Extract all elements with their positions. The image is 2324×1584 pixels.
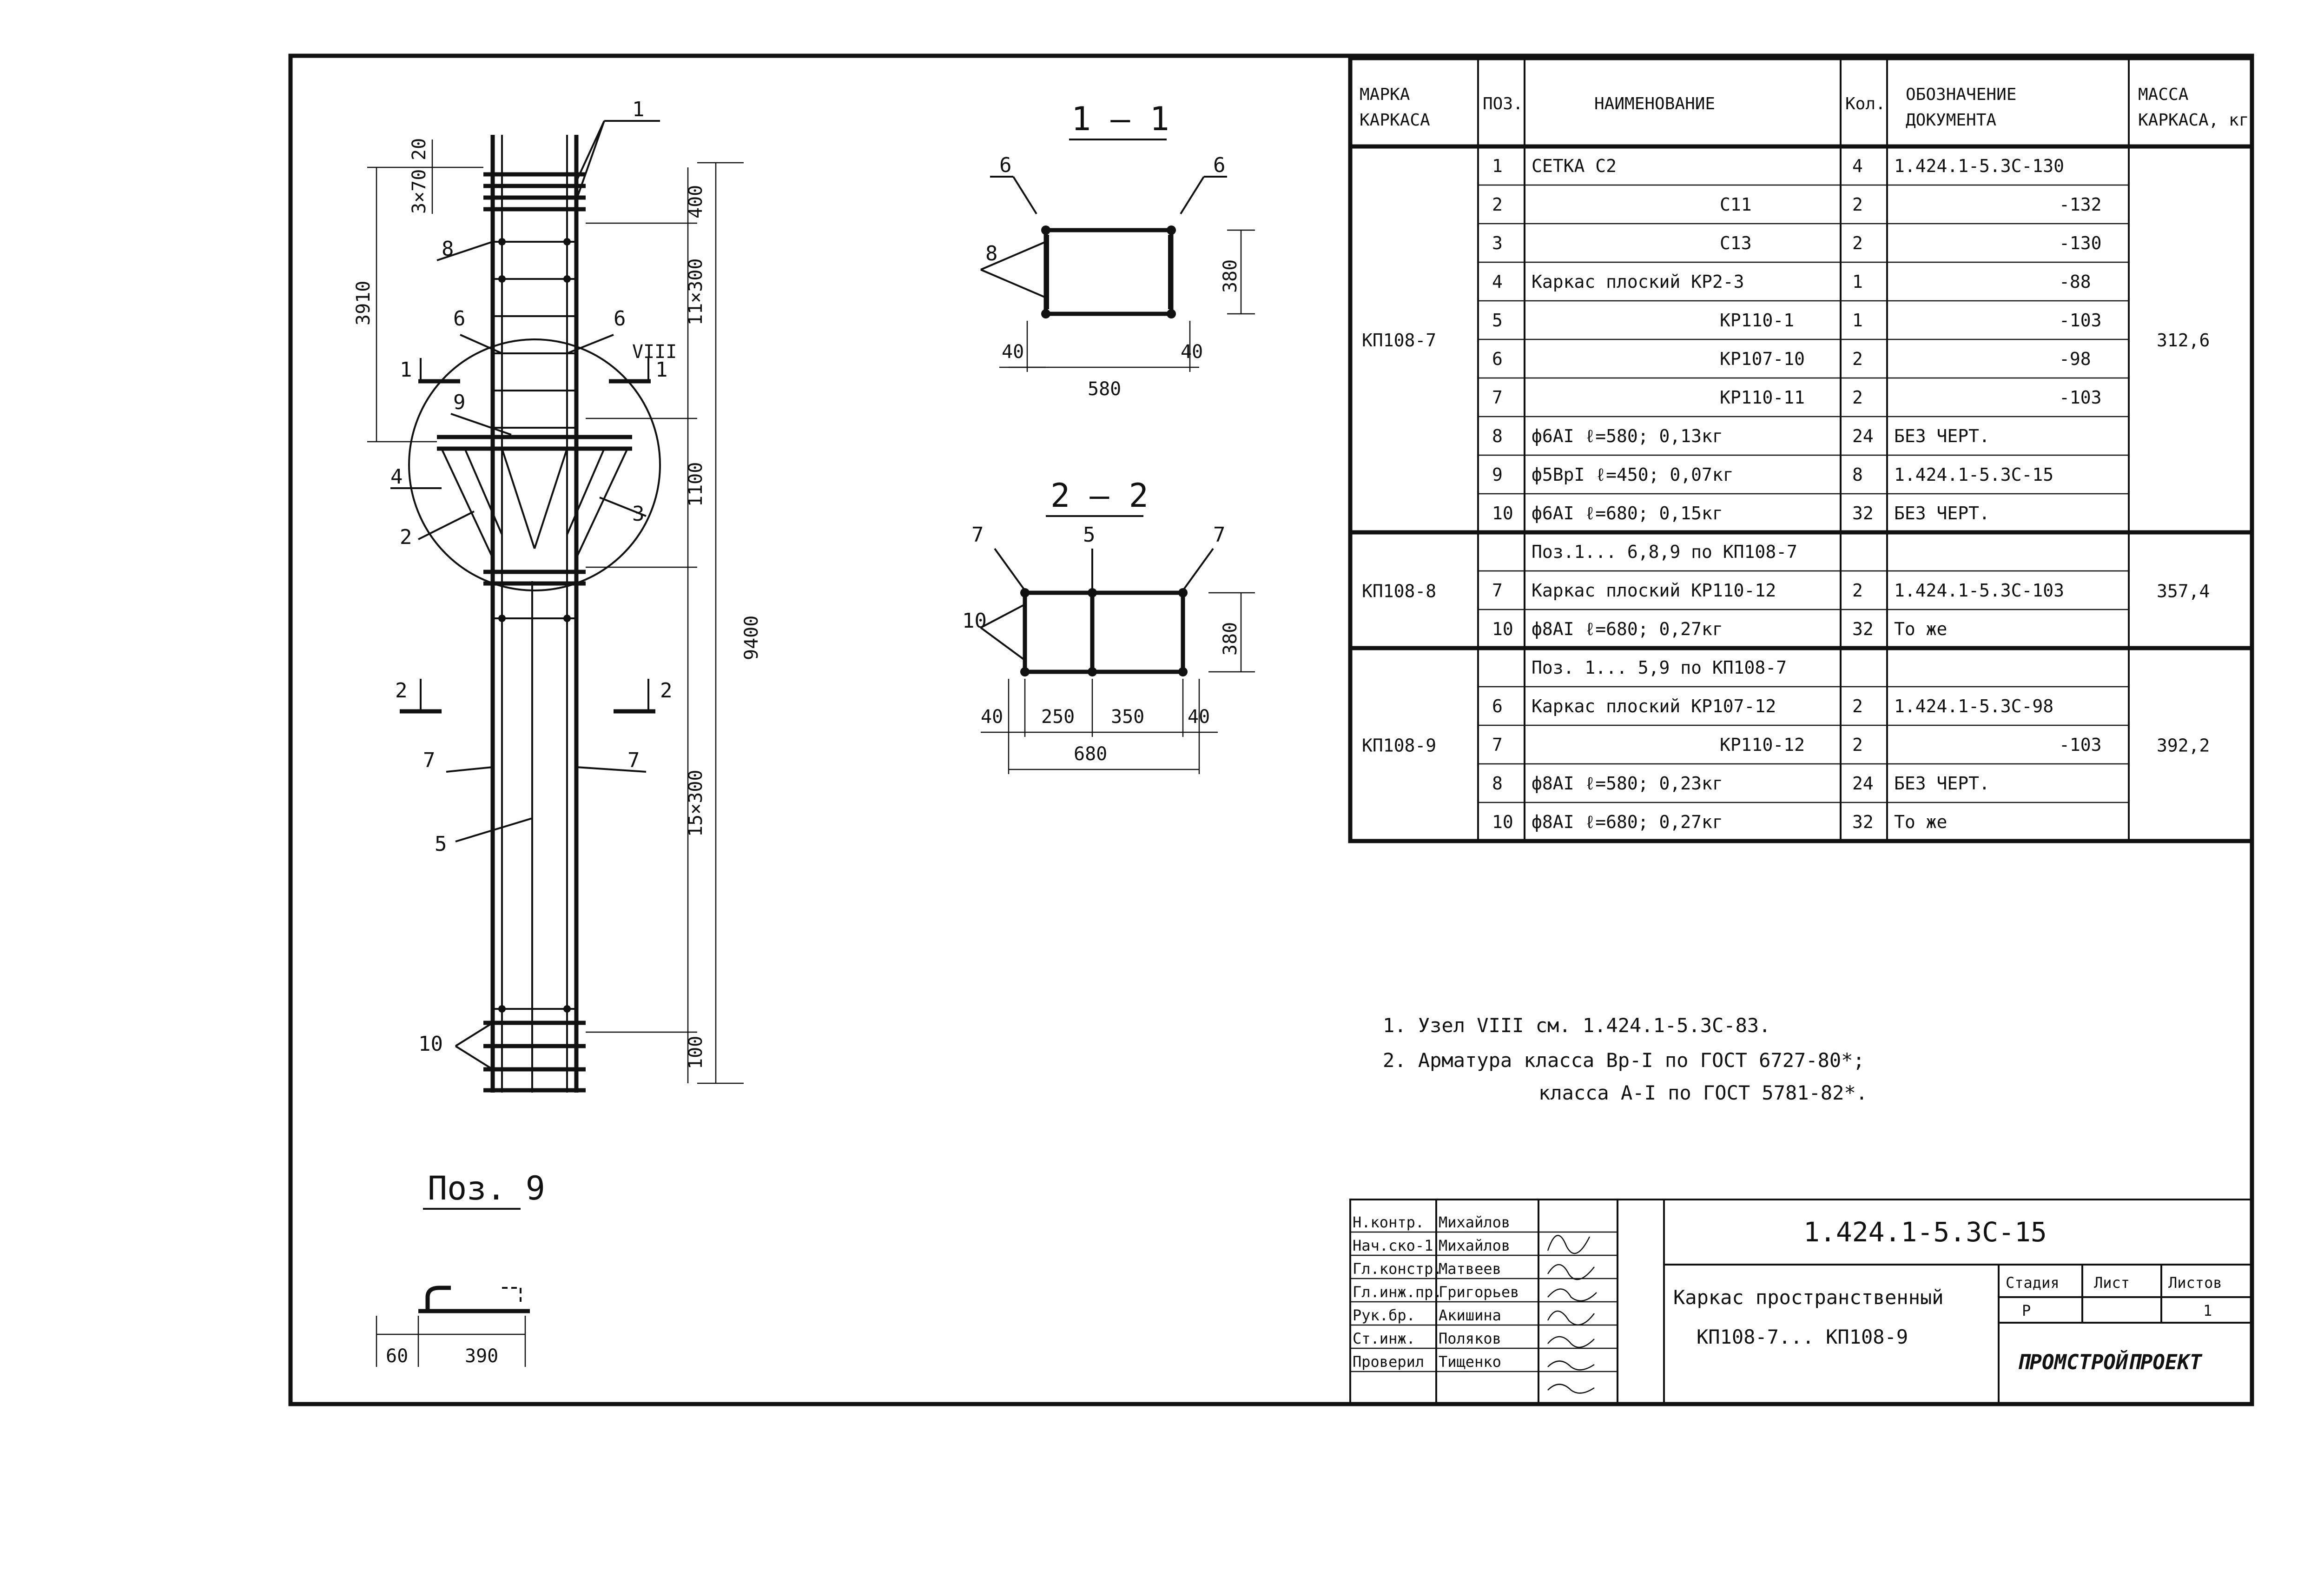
role-label: Гл.инж.пр. [1353, 1283, 1442, 1301]
col-callout-2: 2 [400, 525, 412, 549]
s22-dim-380: 380 [1220, 622, 1241, 656]
table-cell-pos: 7 [1492, 580, 1503, 601]
table-cell-qty: 32 [1852, 619, 1874, 639]
table-cell-name: ф8АI ℓ=680; 0,27кг [1532, 812, 1723, 832]
table-cell-doc: -98 [2059, 349, 2091, 369]
title-line-1: Каркас пространственный [1673, 1286, 1944, 1309]
table-cell-pos: 10 [1492, 812, 1513, 832]
s22-dim-680: 680 [1074, 743, 1108, 765]
table-cell-name: Каркас плоский КР110-12 [1532, 580, 1776, 601]
col-callout-6-right: 6 [614, 307, 626, 331]
dim-3910: 3910 [353, 280, 374, 325]
table-cell-doc: 1.424.1-5.3С-130 [1894, 156, 2065, 176]
role-label: Рук.бр. [1353, 1306, 1415, 1324]
s11-dim-580: 580 [1088, 378, 1122, 400]
table-cell-qty: 2 [1852, 580, 1863, 601]
s11-callout-6-right: 6 [1213, 153, 1226, 177]
table-cell-doc: -88 [2059, 272, 2091, 292]
table-cell-qty: 24 [1852, 773, 1874, 794]
role-label: Н.контр. [1353, 1213, 1425, 1231]
spec-table [1350, 58, 2252, 841]
role-name: Поляков [1439, 1330, 1501, 1347]
pos9-dim-390: 390 [465, 1345, 499, 1367]
table-cell-pos: 3 [1492, 233, 1503, 253]
table-cell-doc: -103 [2059, 310, 2102, 331]
section-mark-2-left: 2 [395, 679, 408, 703]
role-name: Тищенко [1439, 1353, 1501, 1371]
table-cell-doc: 1.424.1-5.3С-103 [1894, 580, 2065, 601]
table-cell-name: СЕТКА С2 [1532, 156, 1617, 176]
table-cell-mass: 312,6 [2157, 330, 2210, 351]
dim-15x300: 15×300 [685, 769, 706, 837]
table-header: НАИМЕНОВАНИЕ [1594, 94, 1716, 113]
s22-dim-40-left: 40 [981, 706, 1004, 728]
table-cell-mass: 357,4 [2157, 581, 2210, 602]
s11-callout-6-left: 6 [999, 153, 1012, 177]
section-2-2-title: 2 — 2 [1050, 477, 1149, 515]
table-cell-doc: -103 [2059, 735, 2102, 755]
table-cell-mark: КП108-9 [1362, 735, 1437, 756]
section-mark-1-right: 1 [655, 358, 668, 382]
s22-callout-7-left: 7 [971, 523, 984, 547]
table-header: Кол. [1845, 94, 1886, 113]
table-cell-pos: 1 [1492, 156, 1503, 176]
col-callout-5: 5 [435, 832, 447, 856]
table-cell-qty: 2 [1852, 349, 1863, 369]
table-cell-name: ф8АI ℓ=580; 0,23кг [1532, 773, 1723, 794]
table-cell-name: Каркас плоский КР2-3 [1532, 272, 1744, 292]
table-cell-name: ф6АI ℓ=580; 0,13кг [1532, 426, 1723, 446]
table-cell-name: Поз. 1... 5,9 по КП108-7 [1532, 657, 1787, 678]
sheets-value: 1 [2203, 1302, 2212, 1319]
table-cell-name: ф5ВрI ℓ=450; 0,07кг [1532, 464, 1734, 485]
dim-1100: 1100 [685, 462, 706, 507]
table-cell-pos: 5 [1492, 310, 1503, 331]
table-cell-doc: 1.424.1-5.3С-98 [1894, 696, 2054, 716]
column-elevation [409, 135, 660, 1093]
table-cell-qty: 2 [1852, 696, 1863, 716]
table-cell-pos: 7 [1492, 387, 1503, 408]
pos9-title: Поз. 9 [428, 1169, 545, 1207]
table-header: МАРКА [1360, 85, 1410, 104]
section-mark-2-right: 2 [660, 679, 673, 703]
s22-callout-10: 10 [962, 609, 987, 633]
drawing-frame [290, 56, 2252, 1404]
col-callout-7-left: 7 [423, 749, 436, 772]
table-cell-doc: БЕЗ ЧЕРТ. [1894, 503, 1990, 524]
table-cell-doc: -130 [2059, 233, 2102, 253]
table-header: ДОКУМЕНТА [1906, 111, 1997, 130]
s22-dim-40-right: 40 [1188, 706, 1210, 728]
table-cell-pos: 6 [1492, 349, 1503, 369]
table-cell-doc: 1.424.1-5.3С-15 [1894, 464, 2054, 485]
dim-9400: 9400 [741, 615, 762, 660]
s11-dim-40-right: 40 [1181, 341, 1203, 363]
sheets-header: Листов [2168, 1274, 2222, 1292]
dim-3x70: 3×70 [409, 169, 430, 214]
table-cell-pos: 8 [1492, 426, 1503, 446]
table-cell-qty: 32 [1852, 503, 1874, 524]
title-line-2: КП108-7... КП108-9 [1697, 1326, 1908, 1348]
table-header: ОБОЗНАЧЕНИЕ [1906, 85, 2017, 104]
table-cell-qty: 24 [1852, 426, 1874, 446]
table-cell-mark: КП108-7 [1362, 330, 1437, 351]
role-label: Гл.констр. [1353, 1260, 1442, 1278]
table-cell-name: ф8АI ℓ=680; 0,27кг [1532, 619, 1723, 639]
table-cell-qty: 2 [1852, 387, 1863, 408]
table-cell-name: С11 [1720, 194, 1752, 215]
dim-11x300: 11×300 [685, 258, 706, 325]
title-code: 1.424.1-5.3С-15 [1803, 1216, 2047, 1248]
sheet-header: Лист [2094, 1274, 2130, 1292]
table-cell-doc: -103 [2059, 387, 2102, 408]
table-cell-pos: 8 [1492, 773, 1503, 794]
role-name: Михайлов [1439, 1237, 1511, 1254]
col-callout-8: 8 [442, 237, 454, 261]
col-callout-4: 4 [390, 465, 403, 489]
role-name: Акишина [1439, 1306, 1501, 1324]
table-cell-qty: 4 [1852, 156, 1863, 176]
s22-dim-250: 250 [1041, 706, 1075, 728]
table-cell-name: КР107-10 [1720, 349, 1805, 369]
s11-dim-380: 380 [1220, 259, 1241, 293]
role-name: Григорьев [1439, 1283, 1519, 1301]
org-name: ПРОМСТРОЙПРОЕКТ [2017, 1351, 2202, 1374]
table-cell-pos: 10 [1492, 619, 1513, 639]
table-cell-doc: БЕЗ ЧЕРТ. [1894, 426, 1990, 446]
s22-callout-5: 5 [1083, 523, 1096, 547]
table-cell-name: КР110-11 [1720, 387, 1805, 408]
s22-dim-350: 350 [1111, 706, 1145, 728]
role-label: Ст.инж. [1353, 1330, 1415, 1347]
table-cell-doc: То же [1894, 619, 1948, 639]
table-cell-qty: 1 [1852, 310, 1863, 331]
table-cell-doc: То же [1894, 812, 1948, 832]
note-2: 2. Арматура класса Вр-I по ГОСТ 6727-80*; [1383, 1049, 1865, 1072]
table-cell-qty: 2 [1852, 735, 1863, 755]
role-name: Матвеев [1439, 1260, 1501, 1278]
note-1: 1. Узел VIII см. 1.424.1-5.3С-83. [1383, 1014, 1771, 1037]
table-cell-pos: 9 [1492, 464, 1503, 485]
table-cell-qty: 2 [1852, 233, 1863, 253]
col-callout-1: 1 [632, 98, 645, 121]
table-cell-name: Поз.1... 6,8,9 по КП108-7 [1532, 542, 1797, 562]
stage-value: Р [2022, 1302, 2031, 1319]
table-cell-doc: БЕЗ ЧЕРТ. [1894, 773, 1990, 794]
table-header: КАРКАСА, кг [2138, 111, 2249, 130]
s11-dim-40-left: 40 [1002, 341, 1024, 363]
section-marks [400, 358, 655, 711]
table-cell-name: КР110-1 [1720, 310, 1795, 331]
table-cell-mass: 392,2 [2157, 735, 2210, 756]
table-cell-pos: 7 [1492, 735, 1503, 755]
section-mark-1-left: 1 [400, 358, 412, 382]
table-cell-name: КР110-12 [1720, 735, 1805, 755]
table-cell-name: ф6АI ℓ=680; 0,15кг [1532, 503, 1723, 524]
stage-header: Стадия [2006, 1274, 2060, 1292]
table-header: ПОЗ. [1483, 94, 1523, 113]
table-header: МАССА [2138, 85, 2189, 104]
table-cell-pos: 4 [1492, 272, 1503, 292]
dim-20: 20 [409, 138, 430, 160]
col-callout-6-left: 6 [453, 307, 466, 331]
table-cell-pos: 6 [1492, 696, 1503, 716]
col-callout-10: 10 [418, 1032, 443, 1056]
table-cell-mark: КП108-8 [1362, 581, 1437, 602]
col-callout-3: 3 [632, 502, 645, 526]
table-cell-doc: -132 [2059, 194, 2102, 215]
table-cell-name: С13 [1720, 233, 1752, 253]
table-cell-pos: 10 [1492, 503, 1513, 524]
s22-callout-7-right: 7 [1213, 523, 1226, 547]
table-cell-qty: 8 [1852, 464, 1863, 485]
section-2-2-drawing [981, 549, 1255, 774]
s11-callout-8: 8 [985, 242, 998, 265]
note-3: класса А-I по ГОСТ 5781-82*. [1538, 1081, 1868, 1104]
table-cell-pos: 2 [1492, 194, 1503, 215]
col-callout-9: 9 [453, 391, 466, 414]
column-leaders [390, 121, 660, 1069]
table-header: КАРКАСА [1360, 111, 1430, 130]
dim-400: 400 [685, 185, 706, 219]
node-mark-viii: VIII [632, 341, 677, 363]
role-label: Нач.ско-1 [1353, 1237, 1433, 1254]
table-cell-qty: 32 [1852, 812, 1874, 832]
section-1-1-title: 1 — 1 [1071, 100, 1169, 138]
table-cell-qty: 2 [1852, 194, 1863, 215]
pos9-dim-60: 60 [386, 1345, 409, 1367]
table-cell-qty: 1 [1852, 272, 1863, 292]
role-label: Проверил [1353, 1353, 1425, 1371]
col-callout-7-right: 7 [627, 749, 640, 772]
table-cell-name: Каркас плоский КР107-12 [1532, 696, 1776, 716]
role-name: Михайлов [1439, 1213, 1511, 1231]
dim-100: 100 [685, 1035, 706, 1069]
